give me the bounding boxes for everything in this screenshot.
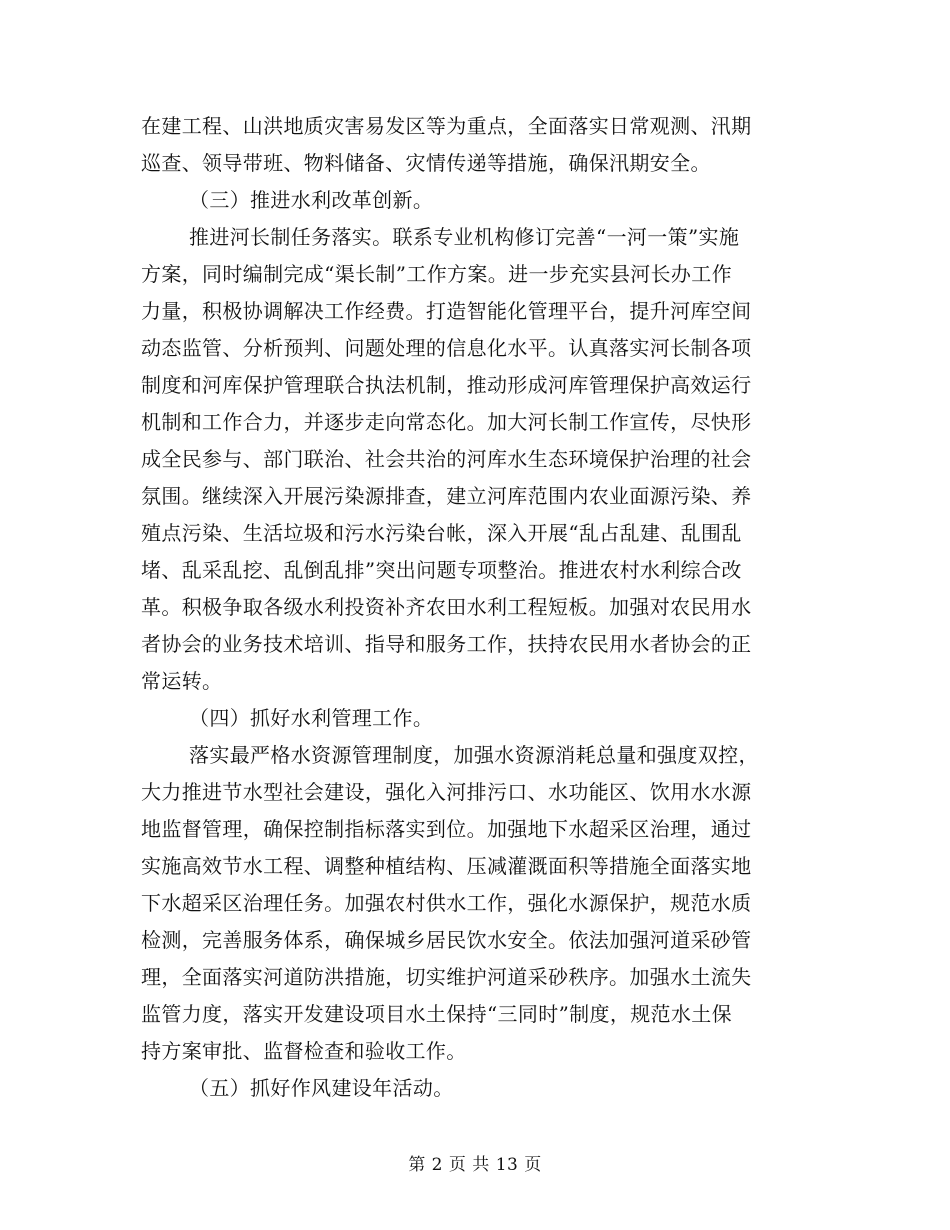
body-line: 理，全面落实河道防洪措施，切实维护河道采砂秩序。加强水土流失: [141, 965, 752, 989]
section-heading-4: （四）抓好水利管理工作。: [189, 706, 434, 730]
body-line: 革。积极争取各级水利投资补齐农田水利工程短板。加强对农民用水: [141, 595, 752, 619]
body-line: 检测，完善服务体系，确保城乡居民饮水安全。依法加强河道采砂管: [141, 928, 752, 952]
page-number-footer: 第 2 页 共 13 页: [408, 1155, 542, 1175]
body-line: 监管力度，落实开发建设项目水土保持“三同时”制度，规范水土保: [141, 1002, 732, 1026]
body-line: 大力推进节水型社会建设，强化入河排污口、水功能区、饮用水水源: [141, 780, 752, 804]
body-line: 氛围。继续深入开展污染源排查，建立河库范围内农业面源污染、养: [141, 484, 752, 508]
section-heading-3: （三）推进水利改革创新。: [189, 188, 434, 212]
document-body: [141, 108, 813, 1107]
body-line: 巡查、领导带班、物料储备、灾情传递等措施，确保汛期安全。: [141, 151, 711, 175]
body-line: 下水超采区治理任务。加强农村供水工作，强化水源保护，规范水质: [141, 891, 752, 915]
body-line: 成全民参与、部门联治、社会共治的河库水生态环境保护治理的社会: [141, 447, 752, 471]
body-line: 动态监管、分析预判、问题处理的信息化水平。认真落实河长制各项: [141, 336, 752, 360]
body-line: 方案，同时编制完成“渠长制”工作方案。进一步充实县河长办工作: [141, 262, 732, 286]
body-line: 堵、乱采乱挖、乱倒乱排”突出问题专项整治。推进农村水利综合改: [141, 558, 742, 582]
body-line: 在建工程、山洪地质灾害易发区等为重点，全面落实日常观测、汛期: [141, 114, 752, 138]
body-line: 持方案审批、监督检查和验收工作。: [141, 1039, 467, 1063]
body-line: 常运转。: [141, 669, 223, 693]
paragraph-start-line: 推进河长制任务落实。联系专业机构修订完善“一河一策”实施: [189, 225, 740, 249]
body-line: 机制和工作合力，并逐步走向常态化。加大河长制工作宣传，尽快形: [141, 410, 752, 434]
body-line: 地监督管理，确保控制指标落实到位。加强地下水超采区治理，通过: [141, 817, 752, 841]
body-line: 制度和河库保护管理联合执法机制，推动形成河库管理保护高效运行: [141, 373, 752, 397]
body-line: 实施高效节水工程、调整种植结构、压减灌溉面积等措施全面落实地: [141, 854, 752, 878]
paragraph-start-line: 落实最严格水资源管理制度，加强水资源消耗总量和强度双控，: [189, 743, 759, 767]
section-heading-5: （五）抓好作风建设年活动。: [189, 1076, 454, 1100]
body-line: 者协会的业务技术培训、指导和服务工作，扶持农民用水者协会的正: [141, 632, 752, 656]
body-line: 力量，积极协调解决工作经费。打造智能化管理平台，提升河库空间: [141, 299, 752, 323]
body-line: 殖点污染、生活垃圾和污水污染台帐，深入开展“乱占乱建、乱围乱: [141, 521, 742, 545]
